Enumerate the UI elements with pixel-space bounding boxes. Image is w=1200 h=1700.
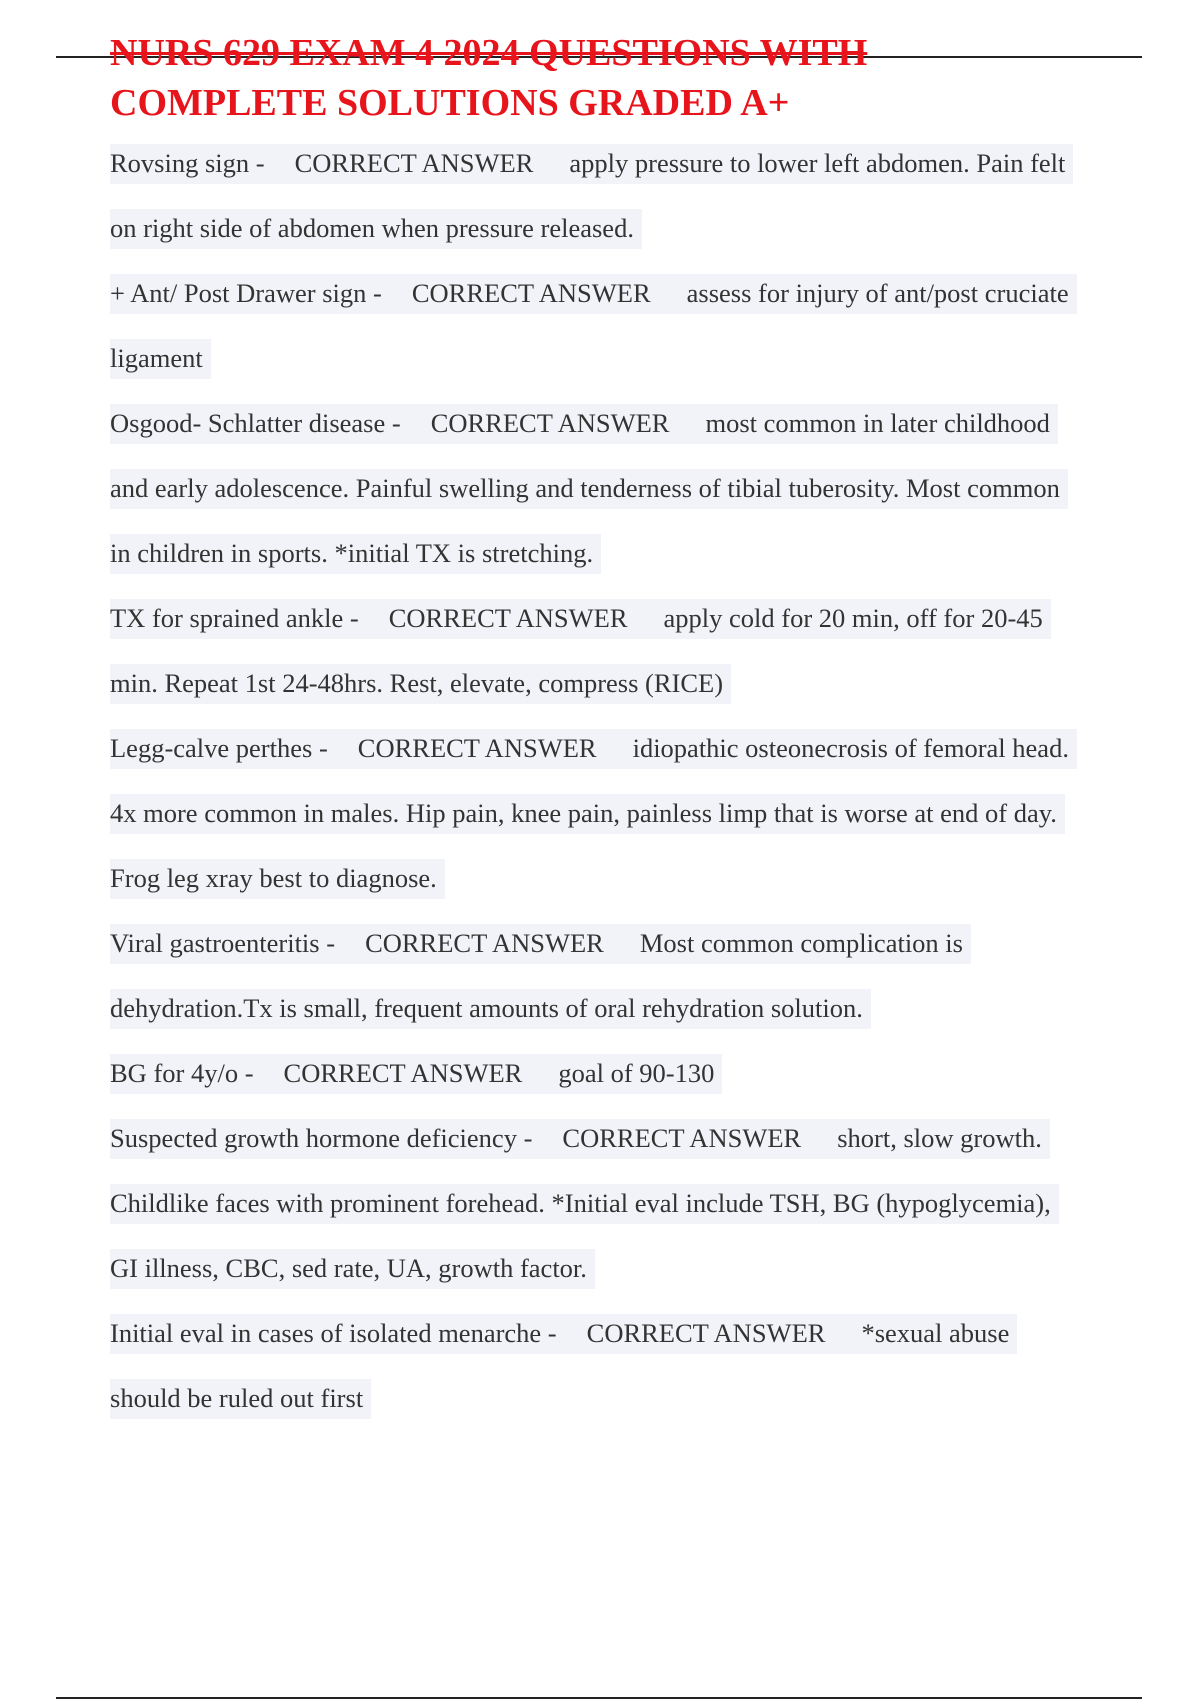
correct-answer-label: CORRECT ANSWER	[430, 408, 670, 438]
qa-term: Legg-calve perthes -	[110, 733, 328, 763]
qa-continuation-line	[110, 976, 1130, 1041]
qa-entry	[110, 1041, 1130, 1106]
qa-term: Viral gastroenteritis -	[110, 928, 336, 958]
qa-first-line	[110, 131, 1130, 196]
qa-answer: *sexual abuse	[861, 1318, 1010, 1348]
qa-highlight	[110, 404, 1058, 444]
qa-highlight	[110, 599, 1051, 639]
correct-answer-label: CORRECT ANSWER	[411, 278, 651, 308]
qa-entry	[110, 261, 1130, 391]
qa-first-line	[110, 261, 1130, 326]
correct-answer-label: CORRECT ANSWER	[388, 603, 628, 633]
qa-answer-continued: Childlike faces with prominent forehead. *Initial eval include TSH, BG (hypoglycemia),	[110, 1184, 1059, 1224]
qa-continuation-line	[110, 1236, 1130, 1301]
qa-answer: apply pressure to lower left abdomen. Pain felt	[569, 148, 1066, 178]
qa-term: TX for sprained ankle -	[110, 603, 359, 633]
title-line-2: COMPLETE SOLUTIONS GRADED A+	[110, 82, 790, 124]
qa-highlight	[110, 1314, 1017, 1354]
qa-answer-continued: in children in sports. *initial TX is stretching.	[110, 534, 601, 574]
qa-answer: most common in later childhood	[705, 408, 1050, 438]
qa-entry	[110, 586, 1130, 716]
qa-first-line	[110, 1106, 1130, 1171]
qa-continuation-line	[110, 1366, 1130, 1431]
qa-answer: Most common complication is	[639, 928, 963, 958]
qa-answer-continued: should be ruled out first	[110, 1379, 371, 1419]
qa-first-line	[110, 716, 1130, 781]
qa-term: Suspected growth hormone deficiency -	[110, 1123, 533, 1153]
qa-highlight	[110, 144, 1073, 184]
qa-entry	[110, 716, 1130, 911]
qa-first-line	[110, 1301, 1130, 1366]
qa-first-line	[110, 586, 1130, 651]
qa-continuation-line	[110, 456, 1130, 521]
qa-answer-continued: 4x more common in males. Hip pain, knee pain, painless limp that is worse at end of day.	[110, 794, 1065, 834]
correct-answer-label: CORRECT ANSWER	[562, 1123, 802, 1153]
title-line-1: NURS 629 EXAM 4 2024 QUESTIONS WITH	[110, 32, 868, 74]
qa-answer-continued: and early adolescence. Painful swelling and tenderness of tibial tuberosity. Most common	[110, 469, 1068, 509]
qa-answer: idiopathic osteonecrosis of femoral head.	[632, 733, 1069, 763]
qa-answer-continued: ligament	[110, 339, 211, 379]
qa-answer-continued: min. Repeat 1st 24-48hrs. Rest, elevate, compress (RICE)	[110, 664, 731, 704]
qa-continuation-line	[110, 1171, 1130, 1236]
qa-highlight	[110, 1119, 1050, 1159]
qa-term: BG for 4y/o -	[110, 1058, 254, 1088]
qa-continuation-line	[110, 521, 1130, 586]
correct-answer-label: CORRECT ANSWER	[283, 1058, 523, 1088]
bottom-rule	[56, 1697, 1142, 1699]
correct-answer-label: CORRECT ANSWER	[357, 733, 597, 763]
correct-answer-label: CORRECT ANSWER	[294, 148, 534, 178]
qa-continuation-line	[110, 196, 1130, 261]
qa-term: Initial eval in cases of isolated menarche -	[110, 1318, 557, 1348]
correct-answer-label: CORRECT ANSWER	[586, 1318, 826, 1348]
qa-term: Rovsing sign -	[110, 148, 265, 178]
qa-entry	[110, 1301, 1130, 1431]
qa-entry	[110, 391, 1130, 586]
qa-continuation-line	[110, 846, 1130, 911]
qa-list	[110, 131, 1130, 1431]
qa-answer-continued: GI illness, CBC, sed rate, UA, growth factor.	[110, 1249, 595, 1289]
qa-continuation-line	[110, 326, 1130, 391]
qa-term: + Ant/ Post Drawer sign -	[110, 278, 382, 308]
qa-answer-continued: dehydration.Tx is small, frequent amounts of oral rehydration solution.	[110, 989, 871, 1029]
qa-highlight	[110, 1054, 722, 1094]
qa-answer: goal of 90-130	[558, 1058, 715, 1088]
qa-highlight	[110, 274, 1077, 314]
document-title	[110, 28, 867, 128]
qa-entry	[110, 911, 1130, 1041]
qa-answer: short, slow growth.	[837, 1123, 1042, 1153]
qa-answer: apply cold for 20 min, off for 20-45	[663, 603, 1043, 633]
qa-continuation-line	[110, 651, 1130, 716]
qa-answer: assess for injury of ant/post cruciate	[686, 278, 1069, 308]
qa-term: Osgood- Schlatter disease -	[110, 408, 401, 438]
qa-highlight	[110, 729, 1077, 769]
qa-first-line	[110, 911, 1130, 976]
qa-entry	[110, 131, 1130, 261]
qa-first-line	[110, 1041, 1130, 1106]
qa-entry	[110, 1106, 1130, 1301]
qa-answer-continued: on right side of abdomen when pressure released.	[110, 209, 642, 249]
qa-answer-continued: Frog leg xray best to diagnose.	[110, 859, 445, 899]
qa-continuation-line	[110, 781, 1130, 846]
correct-answer-label: CORRECT ANSWER	[365, 928, 604, 958]
qa-first-line	[110, 391, 1130, 456]
qa-highlight	[110, 924, 971, 964]
